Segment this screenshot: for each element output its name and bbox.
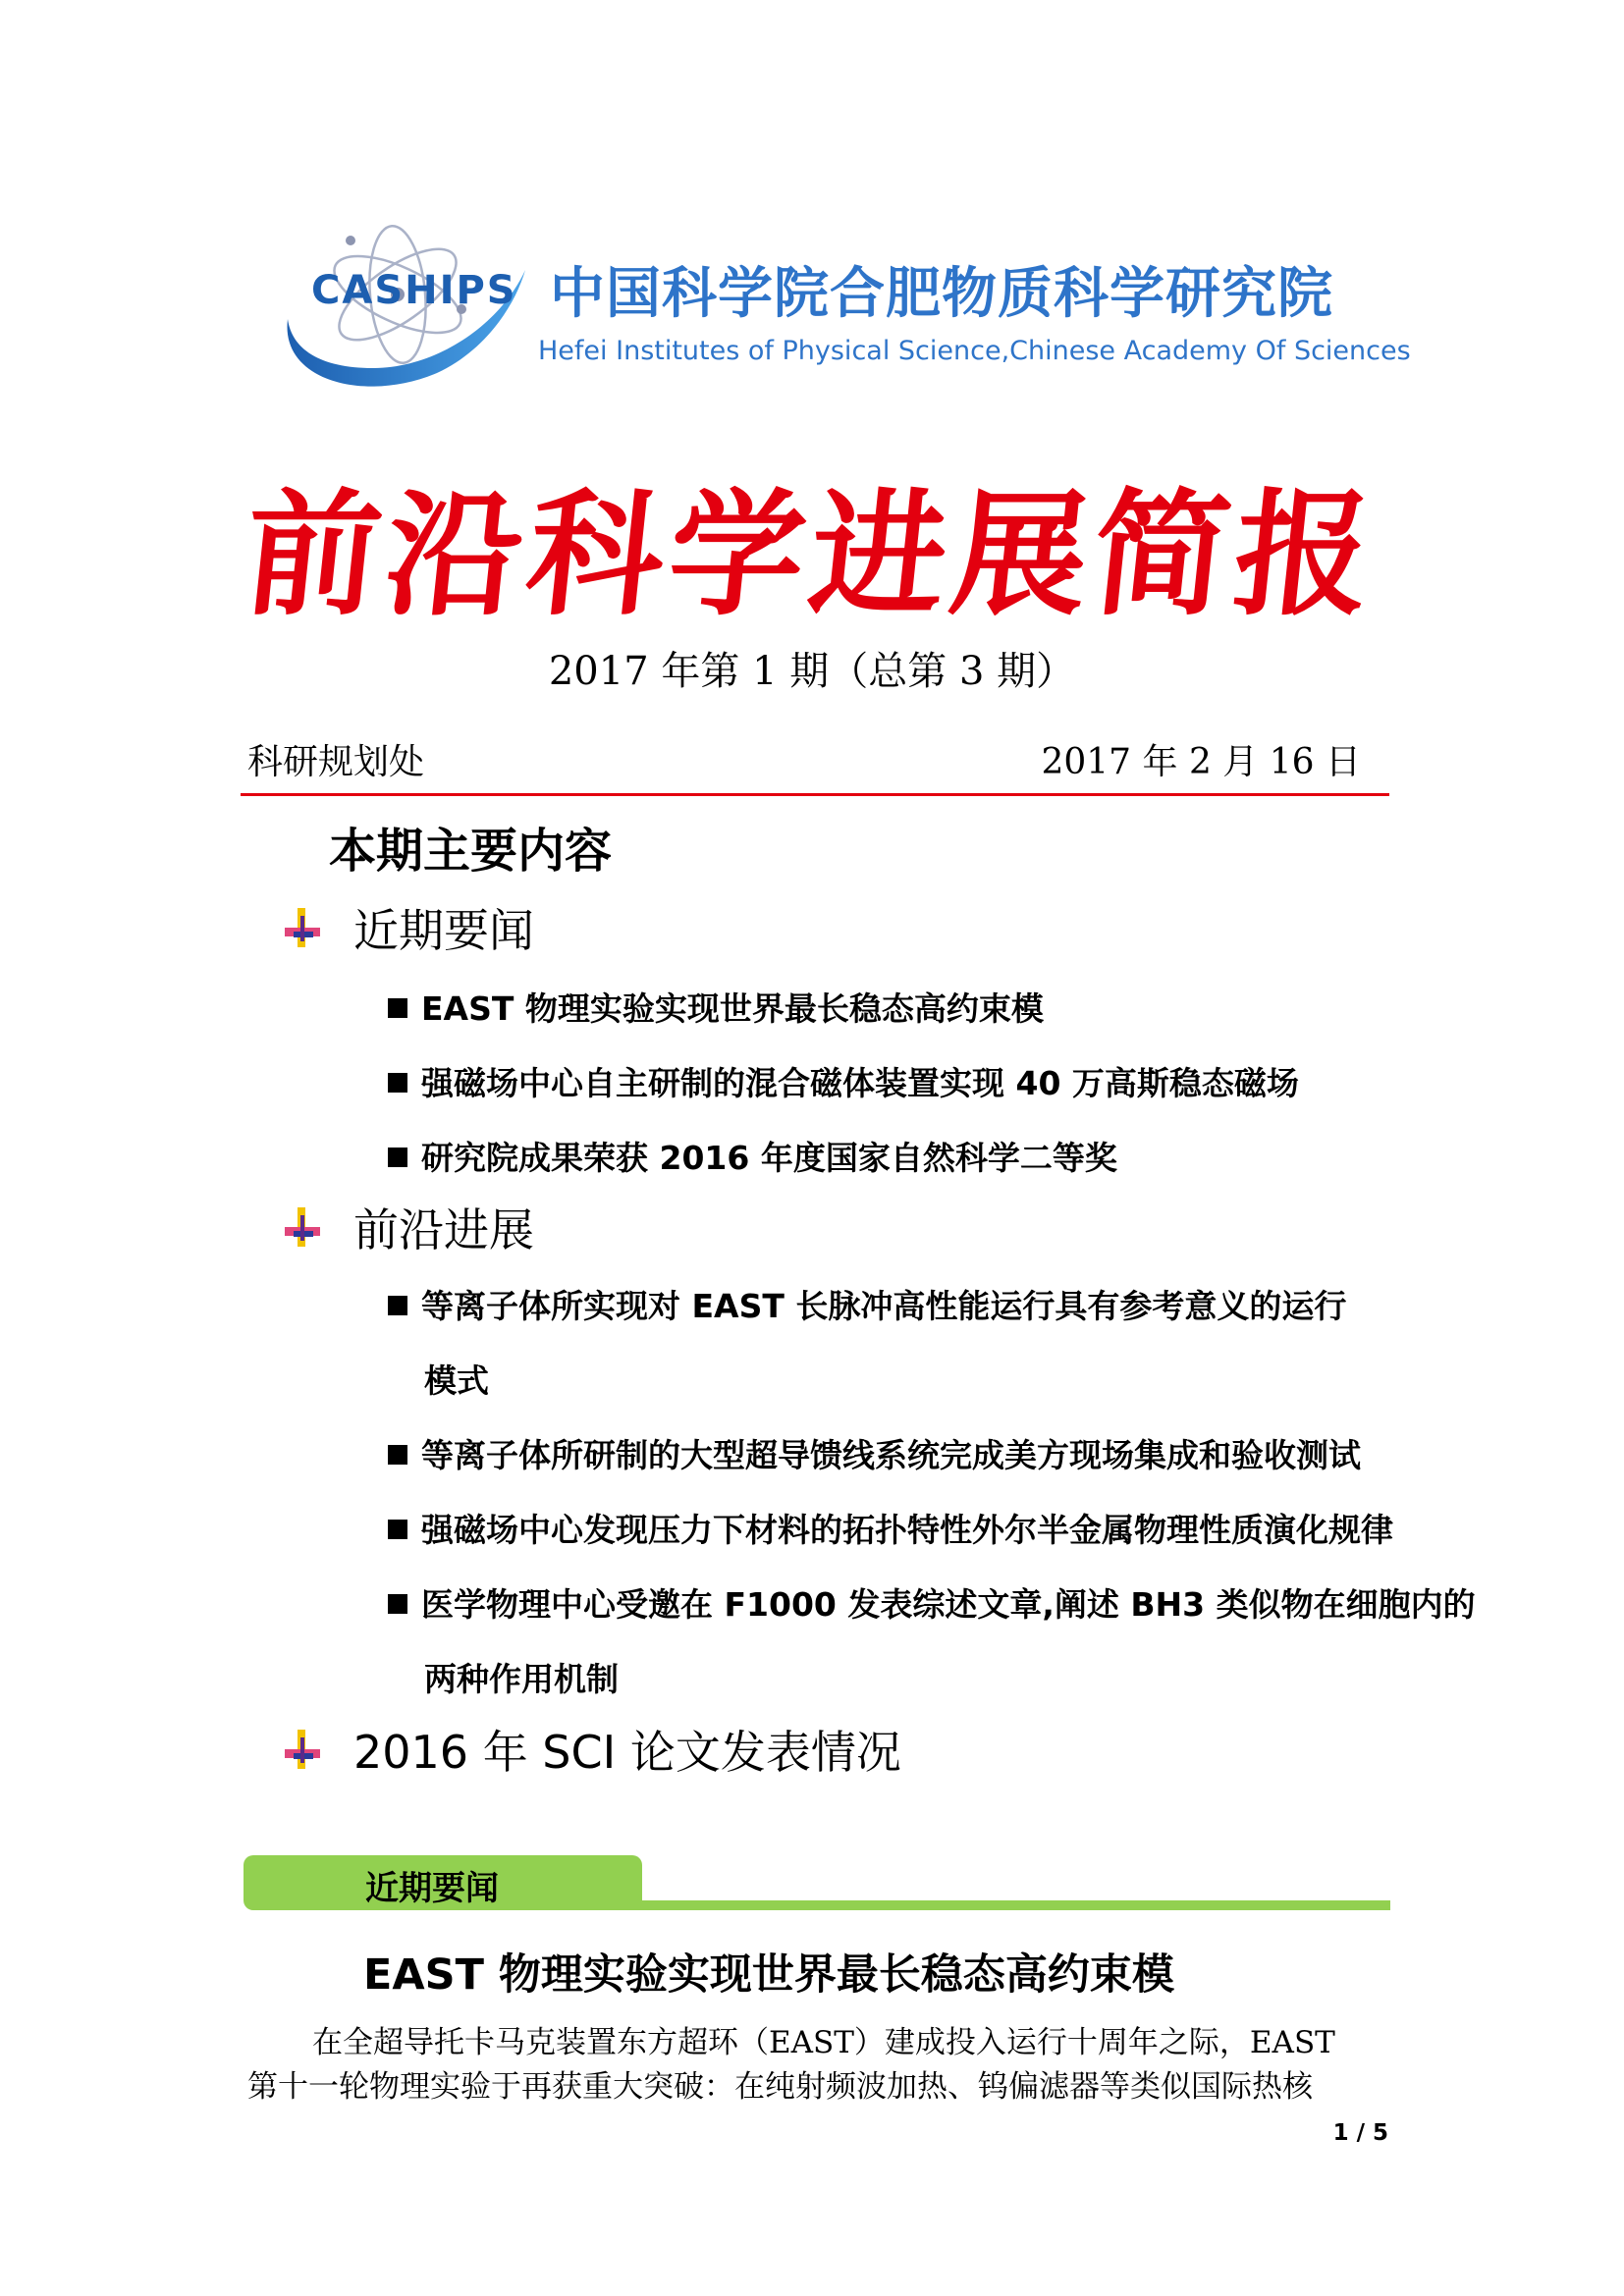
section-label: 前沿进展 [353, 1203, 534, 1256]
contents-section-sci [285, 1720, 901, 1779]
institute-name-cn: 中国科学院合肥物质科学研究院 [550, 262, 1333, 326]
item-text: 等离子体所研制的大型超导馈线系统完成美方现场集成和验收测试 [421, 1436, 1361, 1474]
item-text: 等离子体所实现对 EAST 长脉冲高性能运行具有参考意义的运行 [421, 1287, 1347, 1325]
contents-item [388, 1281, 1346, 1327]
publish-date: 2017 年 2 月 16 日 [1041, 742, 1361, 782]
article-title: EAST 物理实验实现世界最长稳态高约束模 [363, 1950, 1174, 2000]
contents-section-frontier [285, 1198, 534, 1256]
item-text: 医学物理中心受邀在 F1000 发表综述文章,阐述 BH3 类似物在细胞内的 [421, 1585, 1476, 1624]
item-text: 强磁场中心发现压力下材料的拓扑特性外尔半金属物理性质演化规律 [421, 1511, 1393, 1549]
section-divider [642, 1900, 1390, 1910]
department: 科研规划处 [247, 742, 425, 782]
contents-section-news [285, 898, 534, 957]
article-paragraph-line: 在全超导托卡马克装置东方超环（EAST）建成投入运行十周年之际，EAST [312, 2025, 1335, 2060]
bullet-cross-icon [285, 1730, 320, 1769]
contents-item [388, 984, 1044, 1030]
square-bullet-icon [388, 1445, 407, 1465]
square-bullet-icon [388, 1073, 407, 1093]
bullet-cross-icon [285, 1207, 320, 1247]
contents-item [388, 1579, 1476, 1626]
section-label: 近期要闻 [353, 904, 534, 957]
page-number: 1 / 5 [1332, 2120, 1388, 2146]
contents-item [388, 1430, 1361, 1476]
contents-item [388, 1058, 1299, 1104]
section-tab-label: 近期要闻 [365, 1869, 499, 1908]
contents-item [388, 1133, 1117, 1179]
item-continuation: 两种作用机制 [424, 1660, 619, 1698]
article-paragraph-line: 第十一轮物理实验于再获重大突破：在纯射频波加热、钨偏滤器等类似国际热核 [247, 2069, 1313, 2105]
square-bullet-icon [388, 1520, 407, 1539]
item-continuation: 模式 [424, 1362, 489, 1400]
bullet-cross-icon [285, 908, 320, 947]
contents-heading: 本期主要内容 [329, 824, 613, 879]
square-bullet-icon [388, 1594, 407, 1614]
institute-name-en: Hefei Institutes of Physical Science,Chinese Academy Of Sciences [538, 336, 1411, 366]
item-text: 强磁场中心自主研制的混合磁体装置实现 40 万高斯稳态磁场 [421, 1064, 1299, 1102]
section-label: 2016 年 SCI 论文发表情况 [353, 1726, 901, 1779]
bulletin-title: 前沿科学进展简报 [237, 474, 1385, 634]
contents-item [388, 1505, 1393, 1551]
item-text: EAST 物理实验实现世界最长稳态高约束模 [421, 989, 1044, 1028]
logo-acronym: CASHIPS [311, 268, 517, 313]
caships-logo [280, 201, 535, 407]
issue-number: 2017 年第 1 期（总第 3 期） [548, 649, 1076, 694]
square-bullet-icon [388, 1148, 407, 1167]
square-bullet-icon [388, 1296, 407, 1315]
square-bullet-icon [388, 998, 407, 1018]
item-text: 研究院成果荣获 2016 年度国家自然科学二等奖 [421, 1139, 1117, 1177]
header-divider [241, 793, 1389, 796]
